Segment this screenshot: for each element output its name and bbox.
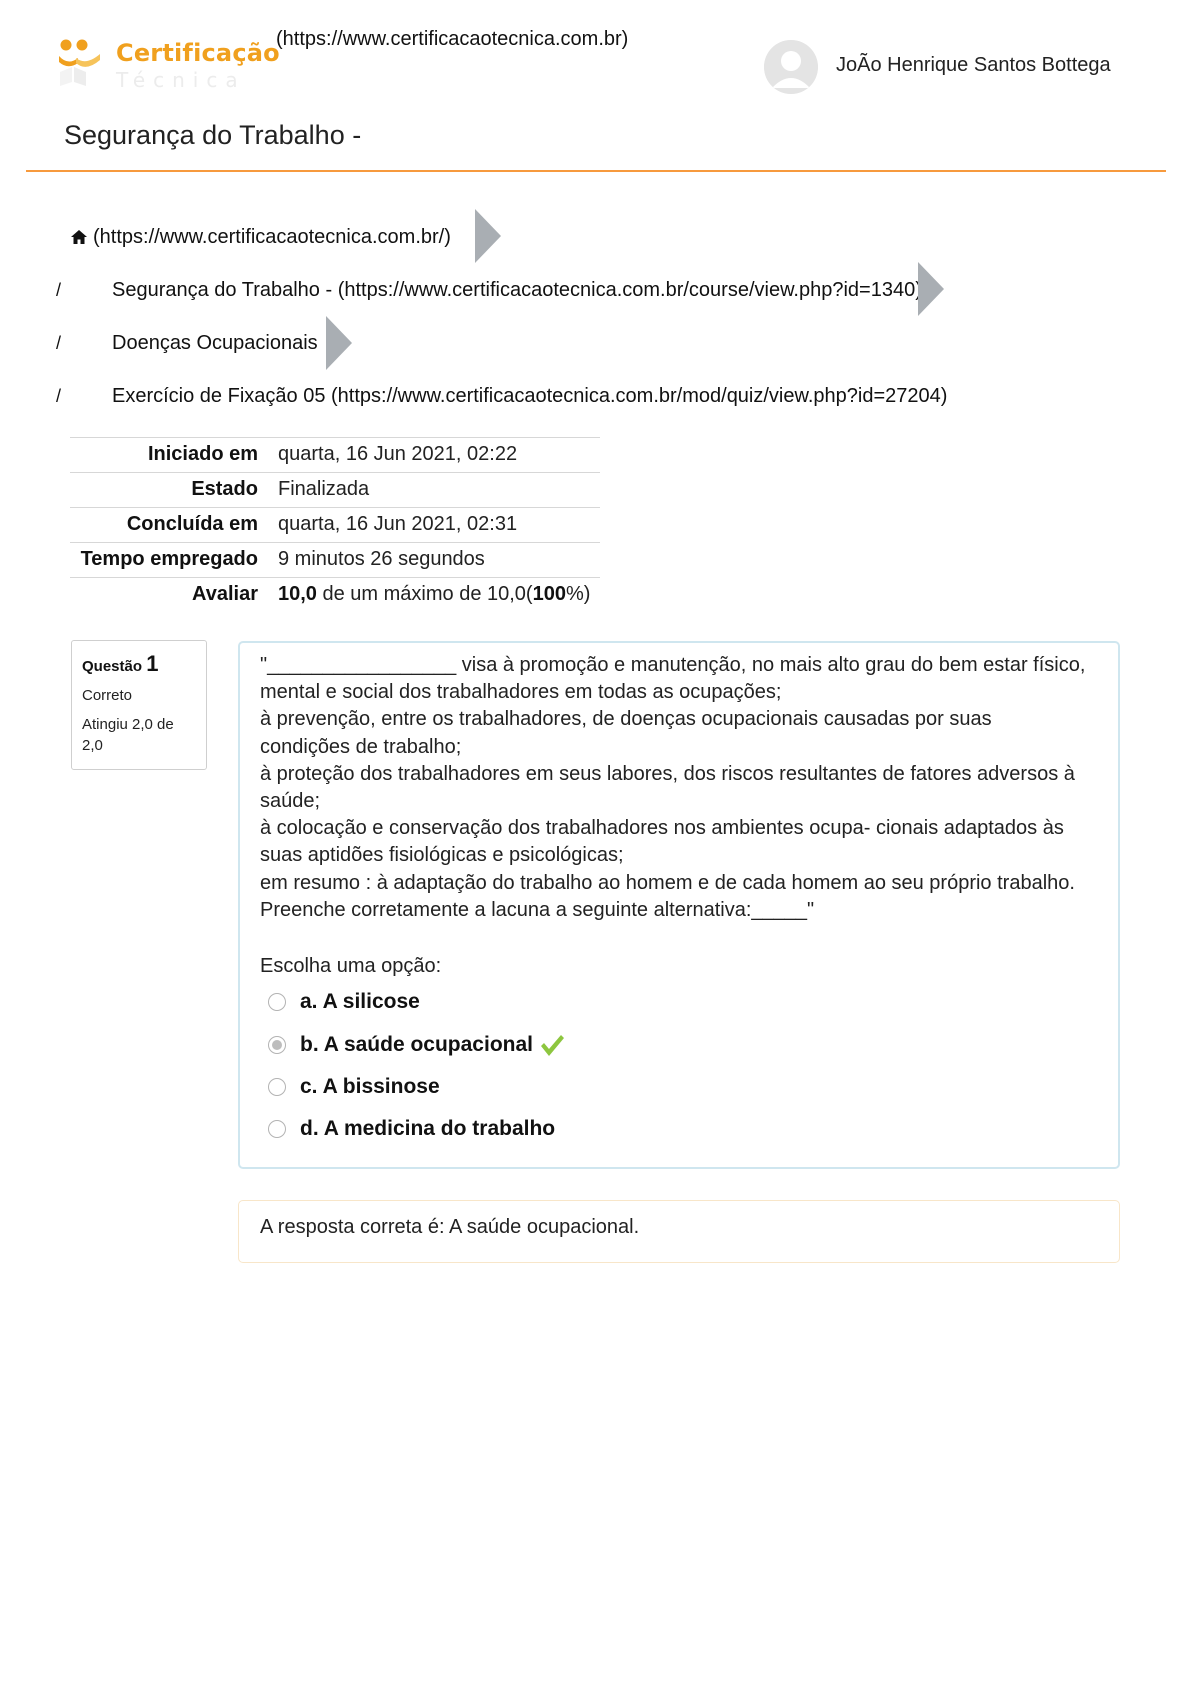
question-text-line: mental e social dos trabalhadores em todas as ocupações; bbox=[260, 681, 782, 704]
summary-value: Finalizada bbox=[278, 473, 600, 508]
summary-row-state bbox=[70, 473, 600, 508]
correct-check-icon bbox=[539, 1032, 565, 1058]
summary-value: quarta, 16 Jun 2021, 02:22 bbox=[278, 438, 600, 473]
summary-value bbox=[278, 578, 600, 613]
summary-value: quarta, 16 Jun 2021, 02:31 bbox=[278, 508, 600, 543]
breadcrumb-item-quiz[interactable]: Exercício de Fixação 05 (https://www.certificacaotecnica.com.br/mod/quiz/view.php?id=27204) bbox=[112, 385, 948, 407]
question-text-line: à colocação e conservação dos trabalhadores nos ambientes ocupa- cionais adaptados às bbox=[260, 817, 1064, 840]
radio-button[interactable] bbox=[268, 1120, 286, 1138]
question-grade: Atingiu 2,0 de 2,0 bbox=[82, 716, 174, 754]
breadcrumb-item-section[interactable]: Doenças Ocupacionais bbox=[112, 332, 318, 354]
answer-option-label[interactable]: a. A silicose bbox=[300, 990, 420, 1013]
attempt-summary-table bbox=[70, 437, 600, 612]
logo-mark-icon bbox=[56, 36, 110, 90]
summary-label: Concluída em bbox=[70, 508, 278, 543]
summary-row-completed bbox=[70, 508, 600, 543]
breadcrumb-separator: / bbox=[56, 333, 62, 353]
site-logo[interactable] bbox=[56, 36, 280, 92]
answer-option-d[interactable] bbox=[268, 1117, 555, 1141]
breadcrumb-arrow-icon bbox=[326, 316, 352, 370]
grade-score: 10,0 bbox=[278, 583, 317, 605]
logo-sub-text: Técnica bbox=[116, 68, 246, 92]
summary-label: Estado bbox=[70, 473, 278, 508]
breadcrumb-home[interactable] bbox=[70, 226, 451, 249]
breadcrumb-item-course[interactable]: Segurança do Trabalho - (https://www.certificacaotecnica.com.br/course/view.php?id=1340) bbox=[112, 279, 922, 301]
question-number bbox=[82, 651, 196, 677]
user-name[interactable]: JoÃo Henrique Santos Bottega bbox=[836, 54, 1111, 76]
grade-percent: 100 bbox=[532, 583, 566, 605]
question-number-value: 1 bbox=[146, 651, 159, 676]
answer-option-label[interactable]: c. A bissinose bbox=[300, 1075, 440, 1098]
summary-label: Tempo empregado bbox=[70, 543, 278, 578]
question-text-line: em resumo : à adaptação do trabalho ao homem e de cada homem ao seu próprio trabalho. bbox=[260, 871, 1075, 894]
radio-button[interactable] bbox=[268, 993, 286, 1011]
summary-row-started bbox=[70, 438, 600, 473]
answer-option-c[interactable] bbox=[268, 1075, 440, 1099]
answer-option-a[interactable] bbox=[268, 990, 420, 1014]
correct-answer-feedback: A resposta correta é: A saúde ocupacional. bbox=[260, 1216, 640, 1238]
question-state: Correto bbox=[82, 687, 133, 704]
header-divider bbox=[26, 170, 1166, 172]
summary-value: 9 minutos 26 segundos bbox=[278, 543, 600, 578]
user-avatar-icon bbox=[764, 40, 818, 94]
grade-text: de um máximo de 10,0( bbox=[316, 583, 533, 605]
user-avatar[interactable] bbox=[764, 40, 818, 94]
question-text bbox=[260, 652, 1100, 924]
question-text-line: Preenche corretamente a lacuna a seguinte alternativa:_____" bbox=[260, 898, 815, 921]
question-text-line: condições de trabalho; bbox=[260, 735, 462, 758]
summary-label: Iniciado em bbox=[70, 438, 278, 473]
breadcrumb-home-label: (https://www.certificacaotecnica.com.br/) bbox=[93, 226, 451, 248]
question-text-line: à proteção dos trabalhadores em seus labores, dos riscos resultantes de fatores adversos à bbox=[260, 762, 1075, 785]
breadcrumb-arrow-icon bbox=[475, 209, 501, 263]
breadcrumb-separator: / bbox=[56, 386, 62, 406]
question-text-line: "_________________ visa à promoção e manutenção, no mais alto grau do bem estar físico, bbox=[260, 654, 1086, 676]
answer-option-label[interactable]: d. A medicina do trabalho bbox=[300, 1117, 556, 1140]
answer-option-b[interactable] bbox=[268, 1032, 565, 1058]
radio-button[interactable] bbox=[268, 1078, 286, 1096]
answer-prompt: Escolha uma opção: bbox=[260, 955, 442, 977]
summary-row-time bbox=[70, 543, 600, 578]
breadcrumb-separator: / bbox=[56, 280, 62, 300]
site-url-link[interactable]: (https://www.certificacaotecnica.com.br) bbox=[276, 28, 629, 50]
breadcrumb-arrow-icon bbox=[918, 262, 944, 316]
grade-text-end: %) bbox=[565, 583, 591, 605]
question-label: Questão bbox=[82, 658, 143, 675]
question-text-line: saúde; bbox=[260, 790, 321, 813]
page-title: Segurança do Trabalho - bbox=[64, 120, 362, 150]
radio-button-selected[interactable] bbox=[268, 1036, 286, 1054]
logo-brand-text: Certificação bbox=[116, 39, 280, 67]
home-icon bbox=[70, 229, 88, 245]
summary-row-grade bbox=[70, 578, 600, 613]
question-info-panel bbox=[71, 640, 207, 770]
question-text-line: à prevenção, entre os trabalhadores, de doenças ocupacionais causadas por suas bbox=[260, 708, 992, 731]
summary-label: Avaliar bbox=[70, 578, 278, 613]
question-text-line: suas aptidões fisiológicas e psicológicas; bbox=[260, 844, 624, 867]
answer-option-label[interactable]: b. A saúde ocupacional bbox=[300, 1033, 533, 1056]
